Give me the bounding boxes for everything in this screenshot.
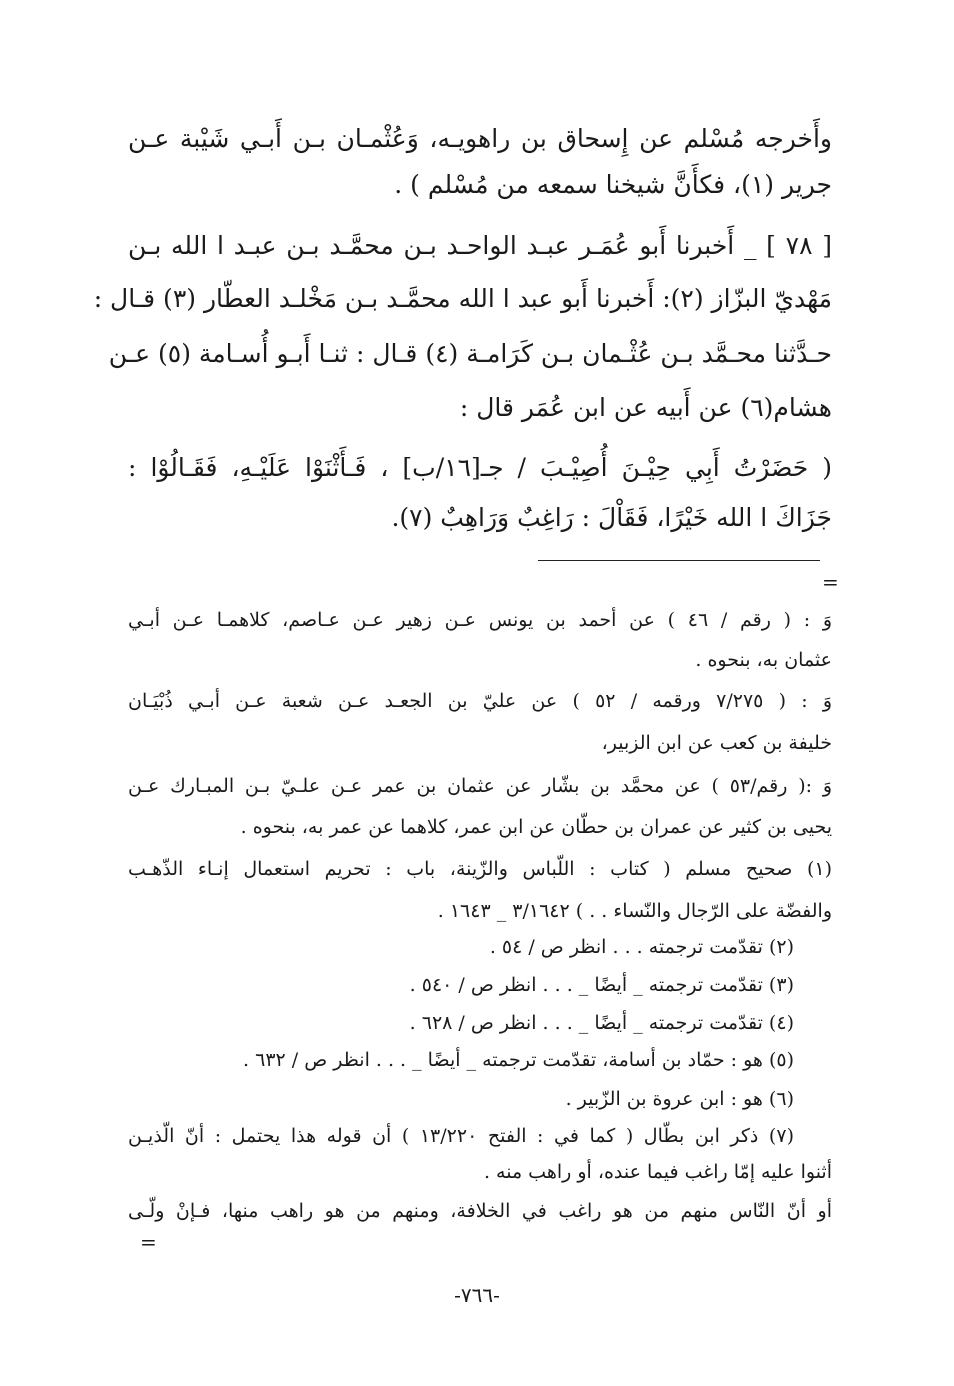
main-text-line-7: ( حَضَرْتُ أَبِي حِيْـنَ أُصِيْـبَ / جـ[١٦/ب] ، فَـأَثْنَوْا عَلَيْـهِ، فَقَـالُوْا : — [128, 453, 832, 482]
footnote-line-2: عثمان به، بنحوه . — [695, 649, 832, 671]
footnote-line-6: يحيى بن كثير عن عمران بن حطّان عن ابن عمر، كلاهما عن عمر به، بنحوه . — [240, 816, 832, 838]
footnote-line-7: (١) صحيح مسلم ( كتاب : اللّباس والزّينة، باب : تحريم استعمال إنـاء الذّهـب — [128, 858, 832, 880]
main-text-line-5: حـدَّثنا محـمَّد بـن عُثْـمان بـن كَرَامـة (٤) قـال : ثنـا أَبـو أُسـامة (٥) عـن — [108, 339, 832, 368]
footnote-line-16: أو أنّ النّاس منهم من هو راغب في الخلافة، ومنهم من هو راهب منها، فـإنْ ولّـى — [128, 1200, 832, 1222]
continuation-mark-top: = — [822, 570, 839, 594]
footnote-line-8: والفضّة على الرّجال والنّساء . . ) ٣/١٦٤٢ _ ١٦٤٣ . — [437, 900, 832, 922]
footnote-line-11: (٤) تقدّمت ترجمته _ أيضًا _ . . . انظر ص / ٦٢٨ . — [409, 1012, 794, 1034]
footnote-line-14: (٧) ذكر ابن بطّال ( كما في : الفتح ١٣/٢٢٠ ) أن قوله هذا يحتمل : أنّ الّذيـن — [128, 1125, 794, 1147]
footnote-line-5: وَ :( رقم/٥٣ ) عن محمَّد بن بشّار عن عثمان بن عمر عـن علـيّ بـن المبـارك عـن — [128, 775, 832, 797]
main-text-line-8: جَزَاكَ ا الله خَيْرًا، فَقَاْلَ : رَاغِبٌ وَرَاهِبٌ (٧). — [391, 503, 832, 532]
main-text-line-2: جرير (١)، فكأَنَّ شيخنا سمعه من مُسْلم ) . — [394, 170, 832, 199]
footnote-line-13: (٦) هو : ابن عروة بن الزّبير . — [565, 1088, 794, 1110]
footnote-line-15: أثنوا عليه إمّا راغب فيما عنده، أو راهب منه . — [483, 1161, 832, 1183]
continuation-mark-bottom: = — [140, 1230, 157, 1254]
footnote-line-1: وَ : ( رقم / ٤٦ ) عن أحمد بن يونس عـن زهير عـن عـاصم، كلاهمـا عـن أبـي — [128, 609, 832, 631]
footnote-line-3: وَ : ( ٧/٢٧٥ ورقمه / ٥٢ ) عن عليّ بن الجعـد عـن شعبة عـن أبـي ذُبْيَـان — [128, 690, 832, 712]
footnote-separator-rule — [538, 560, 820, 561]
footnote-line-9: (٢) تقدّمت ترجمته . . . انظر ص / ٥٤ . — [489, 936, 794, 958]
page-number: -٧٦٦- — [454, 1283, 500, 1307]
main-text-line-6: هشام(٦) عن أَبيه عن ابن عُمَر قال : — [459, 393, 832, 422]
footnote-line-12: (٥) هو : حمّاد بن أسامة، تقدّمت ترجمته _ أيضًا _ . . . انظر ص / ٦٣٢ . — [243, 1049, 794, 1071]
footnote-line-10: (٣) تقدّمت ترجمته _ أيضًا _ . . . انظر ص / ٥٤٠ . — [409, 974, 794, 996]
main-text-line-3: [ ٧٨ ] _ أَخبرنا أَبو عُمَـر عبـد الواحـد بـن محمَّـد بـن عبـد ا الله بـن — [128, 231, 833, 260]
main-text-line-1: وأَخرجه مُسْلم عن إِسحاق بن راهويـه، وَعُثْمـان بـن أَبـي شَيْبة عـن — [128, 124, 832, 153]
footnote-line-4: خليفة بن كعب عن ابن الزبير، — [601, 732, 832, 754]
main-text-line-4: مَهْديّ البزّاز (٢): أَخبرنا أَبو عبد ا الله محمَّـد بـن مَخْلـد العطّار (٣) قـال : — [93, 284, 832, 313]
